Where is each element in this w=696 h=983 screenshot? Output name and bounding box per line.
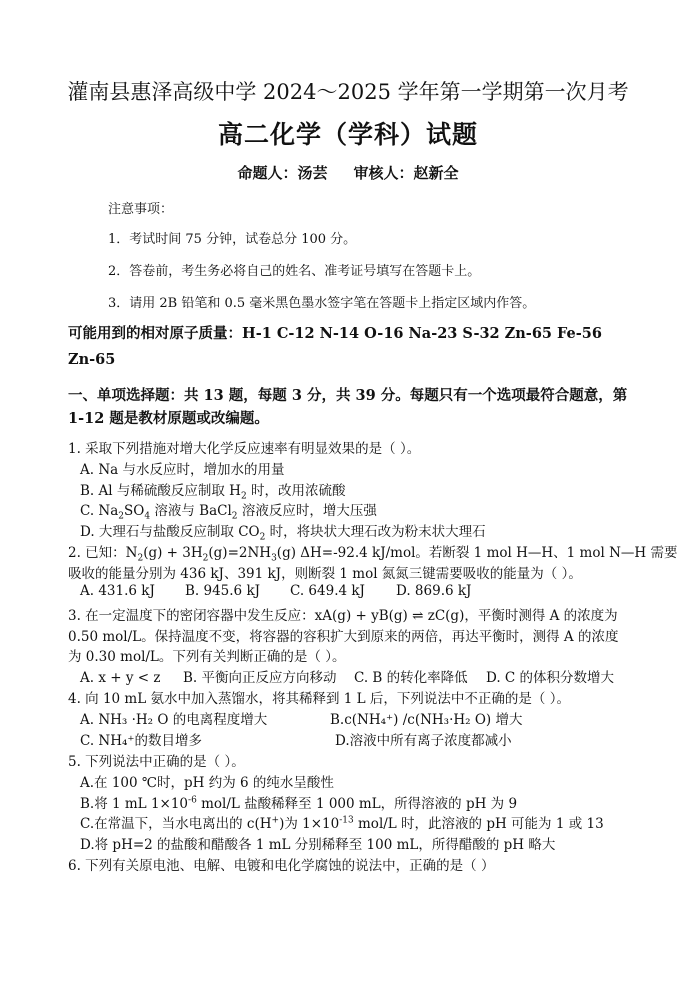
q4-options-row-1 <box>80 708 523 728</box>
q2-option-d: D. 869.6 kJ <box>396 583 472 599</box>
subject-title: 高二化学（学科）试题 <box>217 120 478 149</box>
q4-option-b: B.c(NH₄⁺) /c(NH₃·H₂ O) 增大 <box>330 712 523 728</box>
q2-options <box>80 583 471 599</box>
question-6-stem: 6. 下列有关原电池、电解、电镀和电化学腐蚀的说法中，正确的是（ ） <box>68 858 495 874</box>
q5-option-b: B.将 1 mL $1\times 10^{-6}$ mol/L 盐酸稀释至 1 000 mL，所得溶液的 pH 为 9 <box>80 795 518 812</box>
q2-option-c: C. 649.4 kJ <box>290 583 365 599</box>
q4-option-d: D.溶液中所有离子浓度都减小 <box>335 733 512 749</box>
q3-option-a: A. x + y < z <box>80 670 161 686</box>
question-2-line-1: 2. 已知：$N_2(g) + 3H_2(g)=2NH_3(g)$ ΔH=-92.4 kJ/mol。若断裂 1 mol H—H、1 mol N—H 需要 <box>68 545 678 564</box>
q1-option-b: B. Al 与稀硫酸反应制取 $H_2$ 时，改用浓硫酸 <box>80 483 346 502</box>
question-4-stem: 4. 向 10 mL 氨水中加入蒸馏水，将其稀释到 1 L 后，下列说法中不正确的是（ ）。 <box>68 691 570 707</box>
q3-option-b: B. 平衡向正反应方向移动 <box>183 670 337 686</box>
question-3-line-3: 为 0.30 mol/L。下列有关判断正确的是（ ）。 <box>68 649 346 665</box>
reviewer-label: 审核人：赵新全 <box>353 164 459 182</box>
school-exam-title: 灌南县惠泽高级中学 2024～2025 学年第一学期第一次月考 <box>67 80 629 104</box>
q3-option-c: C. B 的转化率降低 <box>354 670 468 686</box>
section-heading-2: 1-12 题是教材原题或改编题。 <box>68 410 269 427</box>
q5-option-d: D.将 pH=2 的盐酸和醋酸各 1 mL 分别稀释至 100 mL，所得醋酸的 pH 略大 <box>80 837 556 853</box>
q5-option-c: C.在常温下，当水电离出的 c(H+)为 $1\times 10^{-13}$ mol/L 时，此溶液的 pH 可能为 1 或 13 <box>80 815 604 832</box>
q4-option-a: A. NH₃ ·H₂ O 的电离程度增大 <box>80 712 268 728</box>
q4-option-c: C. NH₄⁺的数目增多 <box>80 733 203 749</box>
note-item: 2．答卷前，考生务必将自己的姓名、准考证号填写在答题卡上。 <box>108 264 481 279</box>
q2-option-b: B. 945.6 kJ <box>185 583 261 599</box>
q4-options-row-2 <box>80 729 512 749</box>
q1-option-a: A. Na 与水反应时，增加水的用量 <box>80 462 285 478</box>
section-heading: 一、单项选择题：共 13 题，每题 3 分，共 39 分。每题只有一个选项最符合题意，第 <box>68 387 628 404</box>
q1-option-d: D. 大理石与盐酸反应制取 $CO_2$ 时，将块状大理石改为粉末状大理石 <box>80 524 486 543</box>
question-2-line-2: 吸收的能量分别为 436 kJ、391 kJ，则断裂 1 mol 氮氮三键需要吸收的能量为（ ）。 <box>68 566 582 582</box>
q1-option-c: C. $Na_2SO_4$ 溶液与 BaCl$_2$ 溶液反应时，增大压强 <box>80 503 377 522</box>
question-3-line-1: 3. 在一定温度下的密闭容器中发生反应：xA(g) + yB(g) ⇌ zC(g)，平衡时测得 A 的浓度为 <box>68 608 618 624</box>
q3-option-d: D. C 的体积分数增大 <box>486 670 615 686</box>
q2-option-a: A. 431.6 kJ <box>80 583 155 599</box>
note-item: 1．考试时间 75 分钟，试卷总分 100 分。 <box>108 232 357 247</box>
question-1-stem: 1. 采取下列措施对增大化学反应速率有明显效果的是（ ）。 <box>68 441 421 457</box>
atomic-masses-line: 可能用到的相对原子质量：H-1 C-12 N-14 O-16 Na-23 S-32 Zn-65 Fe-56 <box>68 325 602 342</box>
question-3-line-2: 0.50 mol/L。保持温度不变，将容器的容积扩大到原来的两倍，再达平衡时，测得 A 的浓度 <box>68 629 619 645</box>
question-5-stem: 5. 下列说法中正确的是（ ）。 <box>68 754 245 770</box>
author-line <box>0 162 696 183</box>
q3-options <box>80 666 614 686</box>
atomic-masses-line-2: Zn-65 <box>68 351 116 368</box>
q5-option-a: A.在 100 ℃时，pH 约为 6 的纯水呈酸性 <box>80 775 334 791</box>
notes-title: 注意事项： <box>108 202 174 217</box>
author-label: 命题人：汤芸 <box>237 164 328 182</box>
note-item: 3．请用 2B 铅笔和 0.5 毫米黑色墨水签字笔在答题卡上指定区域内作答。 <box>108 296 536 311</box>
